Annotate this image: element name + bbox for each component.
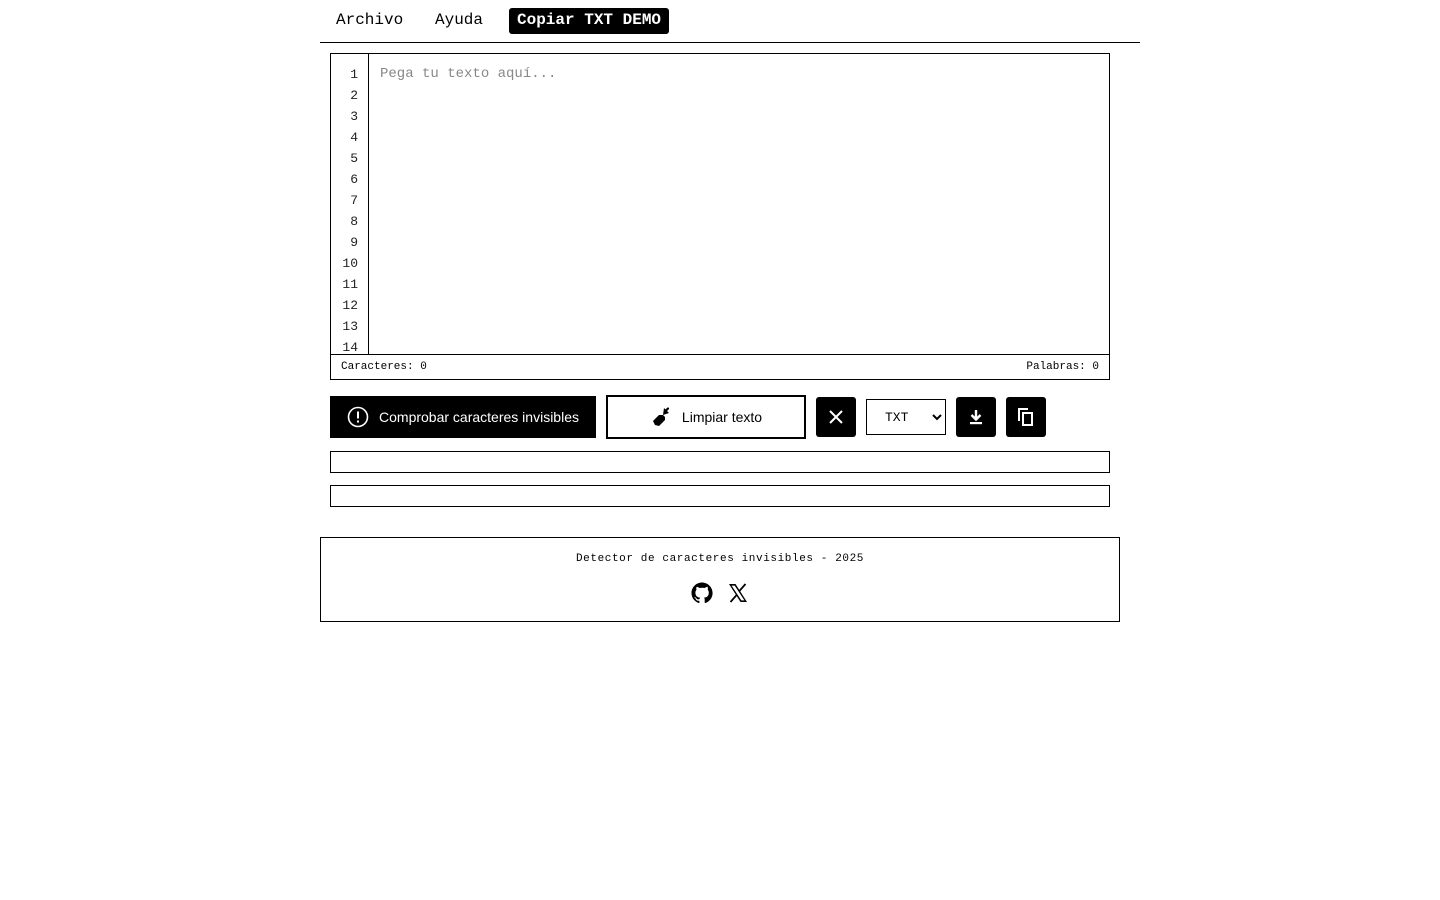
status-bar [331, 354, 1109, 380]
download-icon [967, 408, 985, 426]
result-panel-2 [330, 485, 1110, 507]
footer [320, 537, 1120, 622]
line-number: 13 [342, 319, 358, 334]
copy-icon [1016, 407, 1036, 427]
line-number: 1 [350, 67, 358, 82]
clean-text-button[interactable] [606, 395, 806, 439]
menu-archivo[interactable]: Archivo [336, 11, 404, 29]
line-number: 14 [342, 340, 358, 354]
alert-circle-icon [347, 406, 369, 428]
character-count: Caracteres: 0 [341, 361, 427, 373]
broom-icon [650, 406, 672, 428]
line-number: 4 [350, 130, 358, 145]
check-button-label: Comprobar caracteres invisibles [379, 409, 579, 425]
line-number: 8 [350, 214, 358, 229]
line-number: 9 [350, 235, 358, 250]
copy-button[interactable] [1006, 397, 1046, 437]
clean-button-label: Limpiar texto [681, 409, 763, 425]
menu-ayuda[interactable]: Ayuda [435, 11, 484, 29]
text-editor [330, 53, 1110, 380]
clear-button[interactable] [816, 397, 856, 437]
line-number: 10 [342, 256, 358, 271]
text-input[interactable] [369, 54, 1109, 354]
check-invisible-characters-button[interactable] [330, 396, 596, 438]
word-count: Palabras: 0 [1026, 361, 1099, 373]
line-number: 3 [350, 109, 358, 124]
line-number: 11 [342, 277, 358, 292]
line-number: 12 [342, 298, 358, 313]
copy-txt-demo-button[interactable]: Copiar TXT DEMO [509, 8, 669, 34]
line-number: 2 [350, 88, 358, 103]
result-panel-1 [330, 451, 1110, 473]
line-number: 7 [350, 193, 358, 208]
menu-bar [320, 0, 1140, 43]
footer-links [690, 581, 750, 605]
close-icon [827, 408, 845, 426]
footer-text: Detector de caracteres invisibles - 2025 [575, 553, 865, 565]
line-number: 5 [350, 151, 358, 166]
download-button[interactable] [956, 397, 996, 437]
x-icon[interactable] [726, 581, 750, 605]
github-icon[interactable] [690, 581, 714, 605]
line-number: 6 [350, 172, 358, 187]
line-number-gutter [331, 54, 369, 354]
format-select[interactable] [866, 399, 946, 435]
